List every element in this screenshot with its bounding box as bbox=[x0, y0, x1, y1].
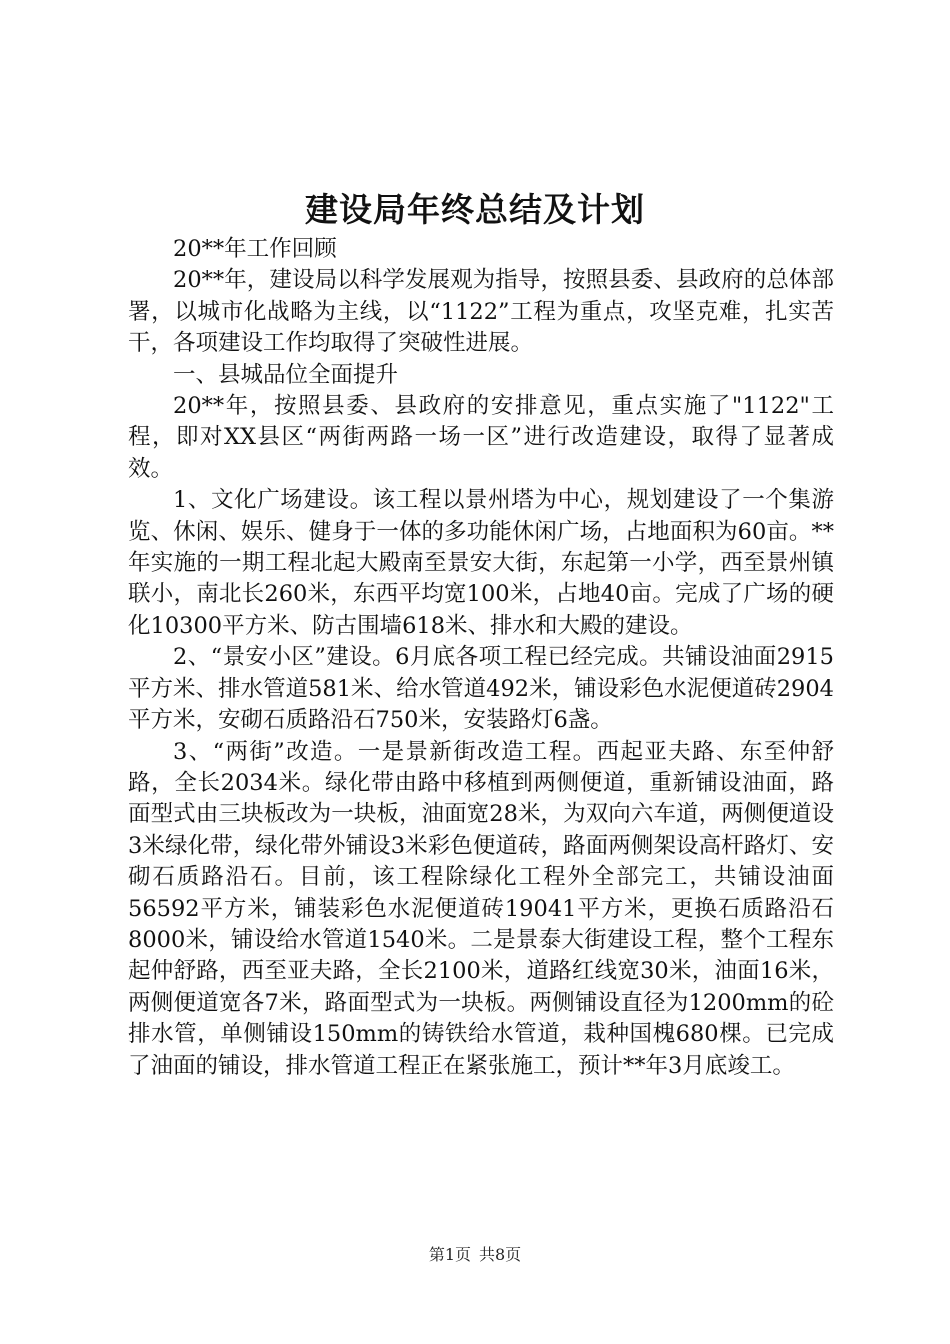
page-total: 共8页 bbox=[479, 1245, 522, 1264]
page-footer bbox=[0, 1244, 950, 1266]
paragraph-two-streets: 3、“两街”改造。一是景新街改造工程。西起亚夫路、东至仲舒路，全长2034米。绿化带由路中移植到两侧便道，重新铺设油面，路面型式由三块板改为一块板，油面宽28米，为双向六车道，两侧便道设3米绿化带，绿化带外铺设3米彩色便道砖，路面两侧架设高杆路灯、安砌石质路沿石。目前，该工程除绿化工程外全部完工，共铺设油面56592平方米，铺装彩色水泥便道砖19041平方米，更换石质路沿石8000米，铺设给水管道1540米。二是景泰大街建设工程，整个工程东起仲舒路，西至亚夫路，全长2100米，道路红线宽30米，油面16米，两侧便道宽各7米，路面型式为一块板。两侧铺设直径为1200mm的砼排水管，单侧铺设150mm的铸铁给水管道，栽种国槐680棵。已完成了油面的铺设，排水管道工程正在紧张施工，预计**年3月底竣工。 bbox=[128, 738, 834, 1079]
section-heading-review: 20**年工作回顾 bbox=[173, 236, 337, 262]
document-title: 建设局年终总结及计划 bbox=[305, 190, 645, 229]
page-number: 第1页 bbox=[428, 1245, 471, 1264]
paragraph-1122-project: 20**年，按照县委、县政府的安排意见，重点实施了"1122"工程，即对XX县区“两街两路一场一区”进行改造建设，取得了显著成效。 bbox=[128, 393, 834, 482]
paragraph-overview: 20**年，建设局以科学发展观为指导，按照县委、县政府的总体部署，以城市化战略为主线，以“1122”工程为重点，攻坚克难，扎实苦干，各项建设工作均取得了突破性进展。 bbox=[128, 267, 834, 357]
section-heading-county-quality: 一、县城品位全面提升 bbox=[173, 361, 399, 388]
paragraph-jingan-community: 2、“景安小区”建设。6月底各项工程已经完成。共铺设油面2915平方米、排水管道581米、给水管道492米，铺设彩色水泥便道砖2904平方米，安砌石质路沿石750米，安装路灯6盏。 bbox=[128, 644, 834, 734]
document-body bbox=[128, 234, 834, 1082]
paragraph-culture-square: 1、文化广场建设。该工程以景州塔为中心，规划建设了一个集游览、休闲、娱乐、健身于一体的多功能休闲广场，占地面积为60亩。**年实施的一期工程北起大殿南至景安大街，东起第一小学，西至景州镇联小，南北长260米，东西平均宽100米，占地40亩。完成了广场的硬化10300平方米、防古围墙618米、排水和大殿的建设。 bbox=[128, 487, 834, 639]
